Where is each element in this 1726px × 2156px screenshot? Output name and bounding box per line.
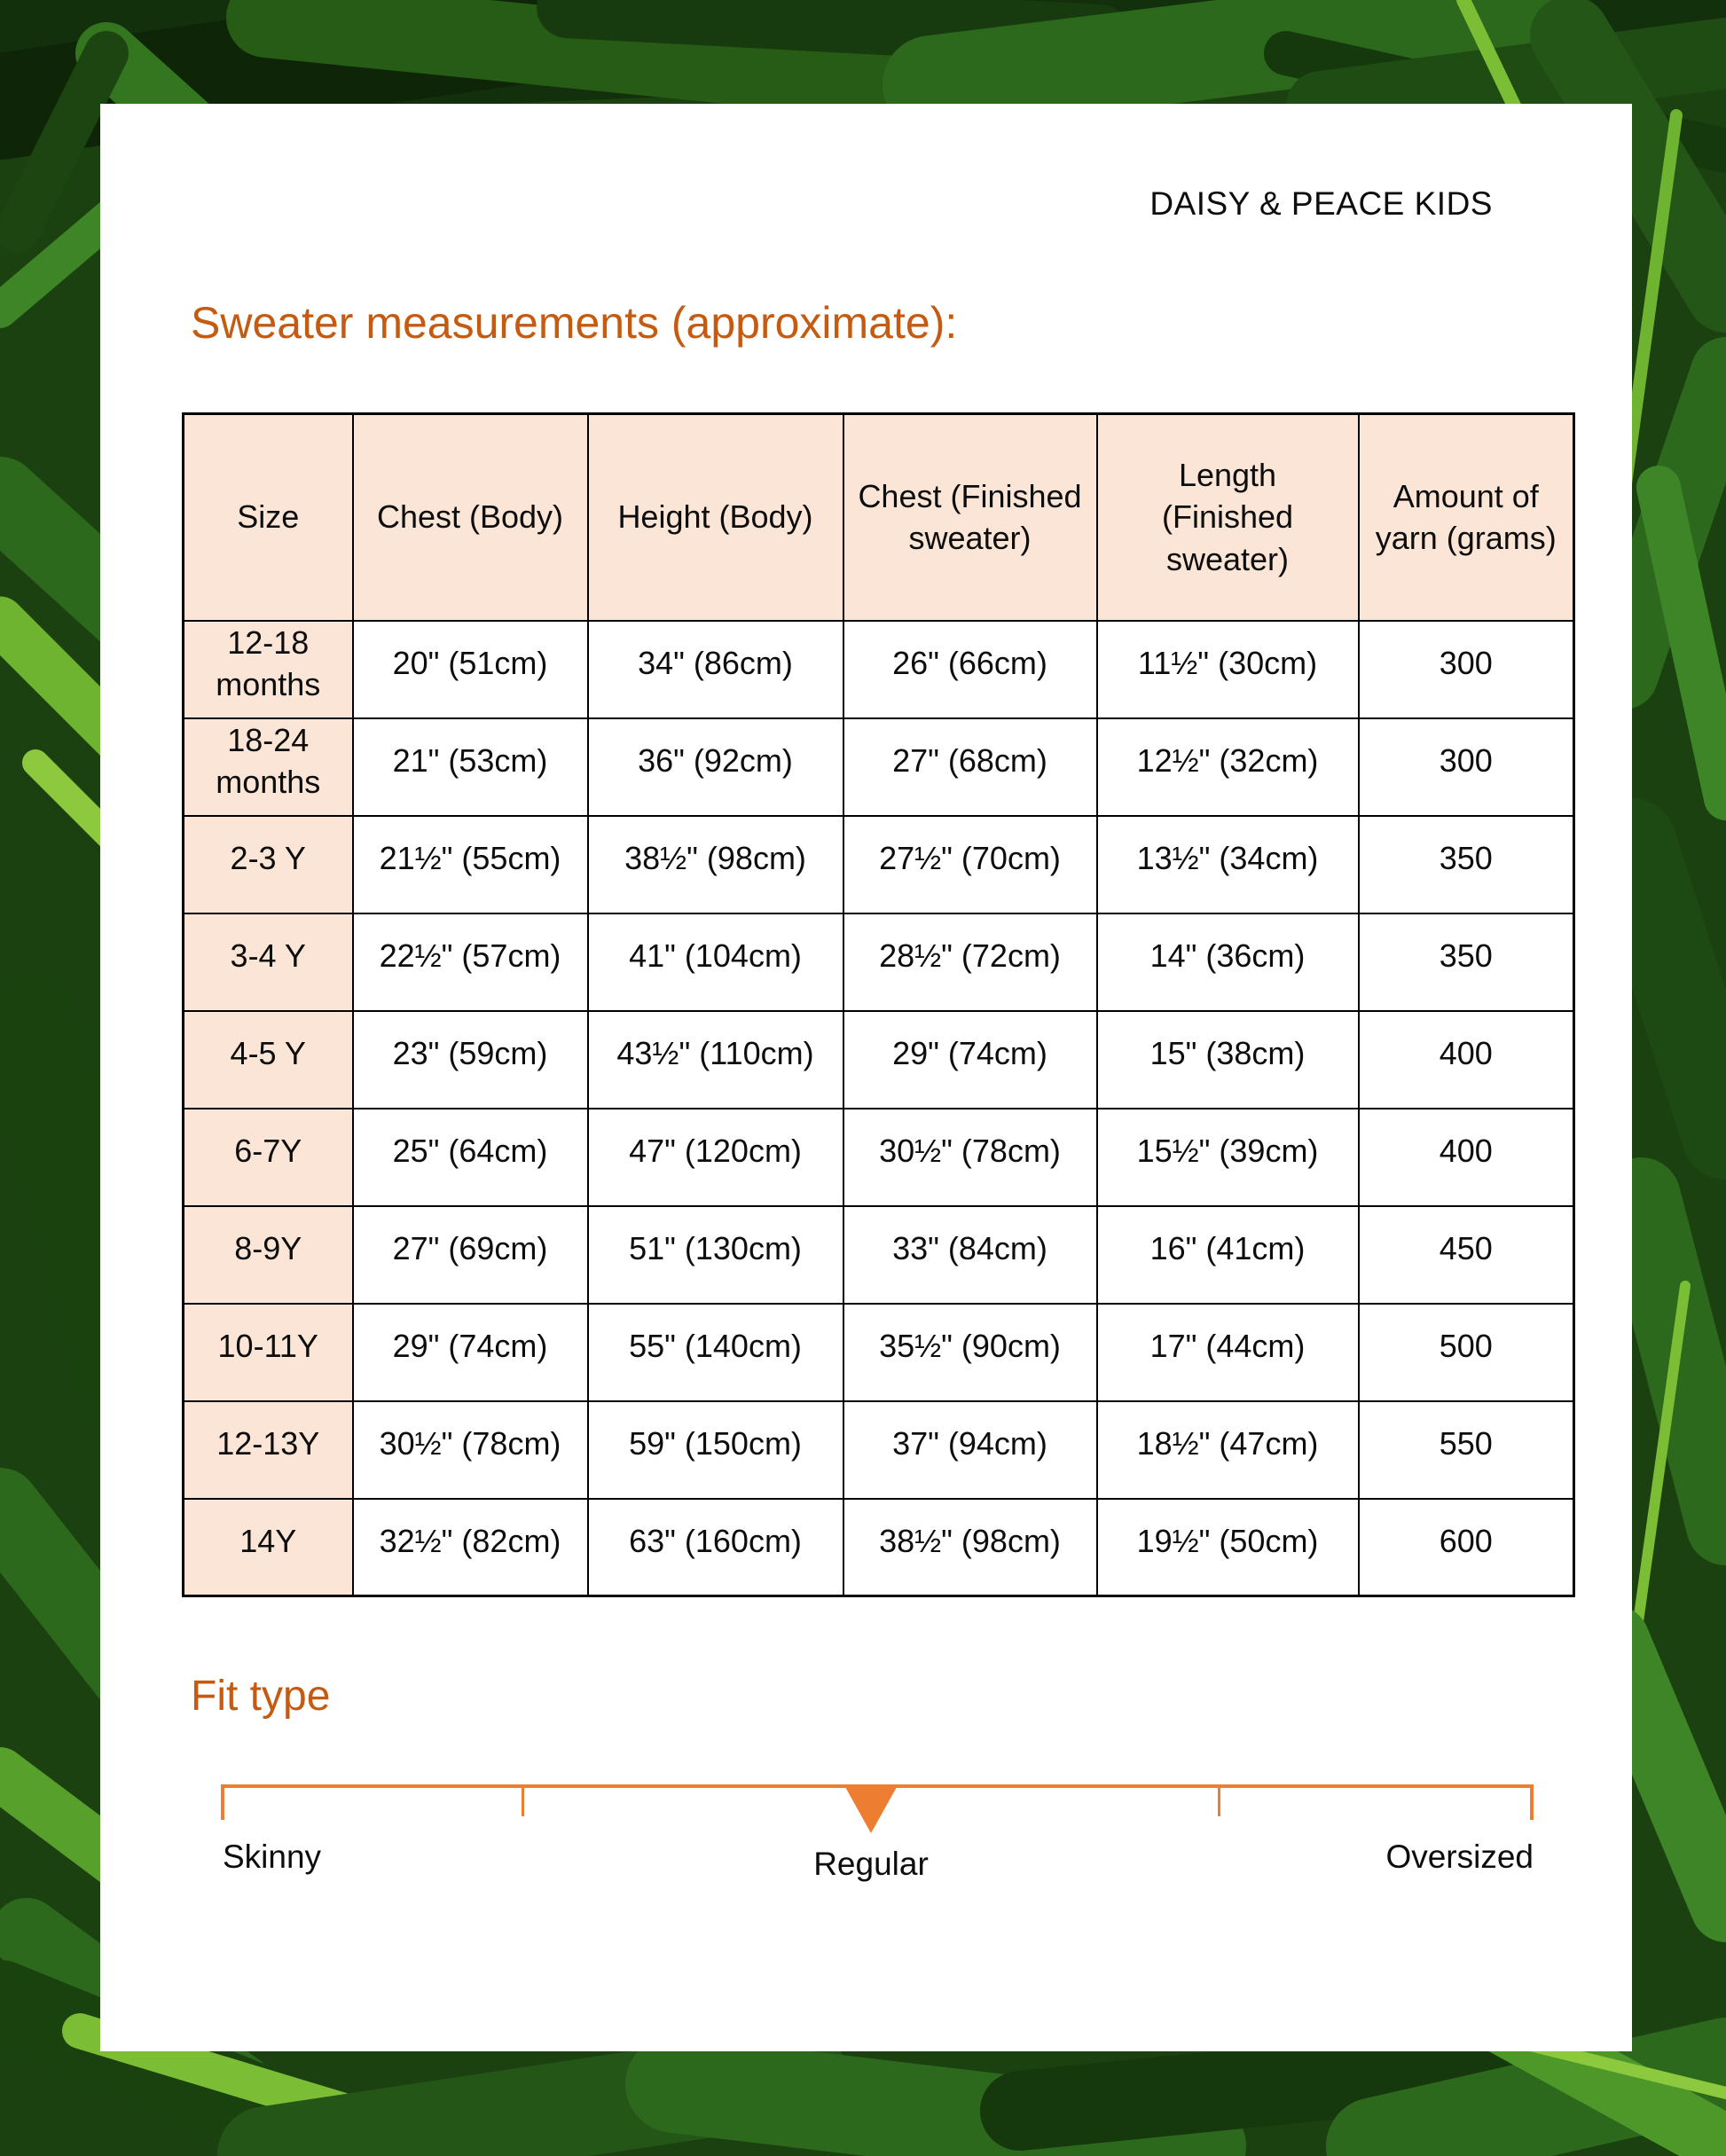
table-header-row [184, 414, 1574, 621]
size-cell: 10-11Y [184, 1304, 353, 1401]
table-row [184, 1401, 1574, 1499]
brand-header: DAISY & PEACE KIDS [1149, 185, 1493, 222]
column-header-length-finished: Length (Finished sweater) [1097, 414, 1359, 621]
table-cell: 27" (69cm) [353, 1206, 588, 1304]
size-cell: 12-13Y [184, 1401, 353, 1499]
measurements-table [182, 412, 1575, 1597]
size-cell: 18-24 months [184, 718, 353, 816]
fit-scale [221, 1784, 1534, 1838]
fit-label-regular: Regular [813, 1846, 929, 1882]
size-cell: 2-3 Y [184, 816, 353, 913]
fit-label-oversized: Oversized [1385, 1838, 1534, 1875]
table-row [184, 913, 1574, 1011]
table-cell: 36" (92cm) [588, 718, 843, 816]
table-cell: 23" (59cm) [353, 1011, 588, 1109]
table-cell: 28½" (72cm) [843, 913, 1097, 1011]
table-cell: 38½" (98cm) [588, 816, 843, 913]
table-cell: 30½" (78cm) [843, 1109, 1097, 1206]
table-row [184, 1109, 1574, 1206]
table-cell: 41" (104cm) [588, 913, 843, 1011]
table-cell: 18½" (47cm) [1097, 1401, 1359, 1499]
table-cell: 59" (150cm) [588, 1401, 843, 1499]
table-cell: 19½" (50cm) [1097, 1499, 1359, 1596]
page-title: Sweater measurements (approximate): [191, 298, 958, 348]
table-cell: 300 [1359, 718, 1574, 816]
table-cell: 350 [1359, 816, 1574, 913]
table-cell: 22½" (57cm) [353, 913, 588, 1011]
table-cell: 38½" (98cm) [843, 1499, 1097, 1596]
table-cell: 450 [1359, 1206, 1574, 1304]
size-cell: 6-7Y [184, 1109, 353, 1206]
fit-scale-tick-start [221, 1784, 224, 1820]
table-cell: 12½" (32cm) [1097, 718, 1359, 816]
table-cell: 350 [1359, 913, 1574, 1011]
column-header-yarn-amount: Amount of yarn (grams) [1359, 414, 1574, 621]
table-row [184, 621, 1574, 718]
table-cell: 600 [1359, 1499, 1574, 1596]
table-cell: 13½" (34cm) [1097, 816, 1359, 913]
table-cell: 37" (94cm) [843, 1401, 1097, 1499]
table-row [184, 816, 1574, 913]
table-cell: 33" (84cm) [843, 1206, 1097, 1304]
column-header-chest-finished: Chest (Finished sweater) [843, 414, 1097, 621]
table-cell: 30½" (78cm) [353, 1401, 588, 1499]
table-cell: 55" (140cm) [588, 1304, 843, 1401]
fit-marker-triangle-icon [845, 1787, 897, 1833]
table-cell: 15" (38cm) [1097, 1011, 1359, 1109]
table-cell: 21" (53cm) [353, 718, 588, 816]
table-row [184, 1499, 1574, 1596]
column-header-height-body: Height (Body) [588, 414, 843, 621]
size-cell: 14Y [184, 1499, 353, 1596]
table-cell: 21½" (55cm) [353, 816, 588, 913]
table-row [184, 1304, 1574, 1401]
size-cell: 8-9Y [184, 1206, 353, 1304]
size-cell: 3-4 Y [184, 913, 353, 1011]
table-cell: 25" (64cm) [353, 1109, 588, 1206]
fit-scale-tick-three-quarter [1218, 1784, 1220, 1816]
table-cell: 11½" (30cm) [1097, 621, 1359, 718]
table-cell: 51" (130cm) [588, 1206, 843, 1304]
column-header-size: Size [184, 414, 353, 621]
table-cell: 27½" (70cm) [843, 816, 1097, 913]
size-cell: 12-18 months [184, 621, 353, 718]
table-cell: 32½" (82cm) [353, 1499, 588, 1596]
table-cell: 26" (66cm) [843, 621, 1097, 718]
table-cell: 300 [1359, 621, 1574, 718]
table-cell: 500 [1359, 1304, 1574, 1401]
table-cell: 29" (74cm) [353, 1304, 588, 1401]
column-header-chest-body: Chest (Body) [353, 414, 588, 621]
table-cell: 14" (36cm) [1097, 913, 1359, 1011]
table-cell: 400 [1359, 1109, 1574, 1206]
fit-scale-tick-quarter [522, 1784, 524, 1816]
size-cell: 4-5 Y [184, 1011, 353, 1109]
page [100, 104, 1632, 2051]
table-cell: 34" (86cm) [588, 621, 843, 718]
table-cell: 550 [1359, 1401, 1574, 1499]
table-cell: 29" (74cm) [843, 1011, 1097, 1109]
table-cell: 47" (120cm) [588, 1109, 843, 1206]
table-cell: 43½" (110cm) [588, 1011, 843, 1109]
table-cell: 16" (41cm) [1097, 1206, 1359, 1304]
table-cell: 20" (51cm) [353, 621, 588, 718]
table-cell: 400 [1359, 1011, 1574, 1109]
table-row [184, 718, 1574, 816]
table-cell: 35½" (90cm) [843, 1304, 1097, 1401]
table-cell: 27" (68cm) [843, 718, 1097, 816]
table-row [184, 1206, 1574, 1304]
fit-type-heading: Fit type [191, 1673, 331, 1720]
table-cell: 17" (44cm) [1097, 1304, 1359, 1401]
table-cell: 63" (160cm) [588, 1499, 843, 1596]
table-row [184, 1011, 1574, 1109]
fit-label-skinny: Skinny [223, 1838, 322, 1875]
fit-scale-tick-end [1530, 1784, 1534, 1820]
table-cell: 15½" (39cm) [1097, 1109, 1359, 1206]
